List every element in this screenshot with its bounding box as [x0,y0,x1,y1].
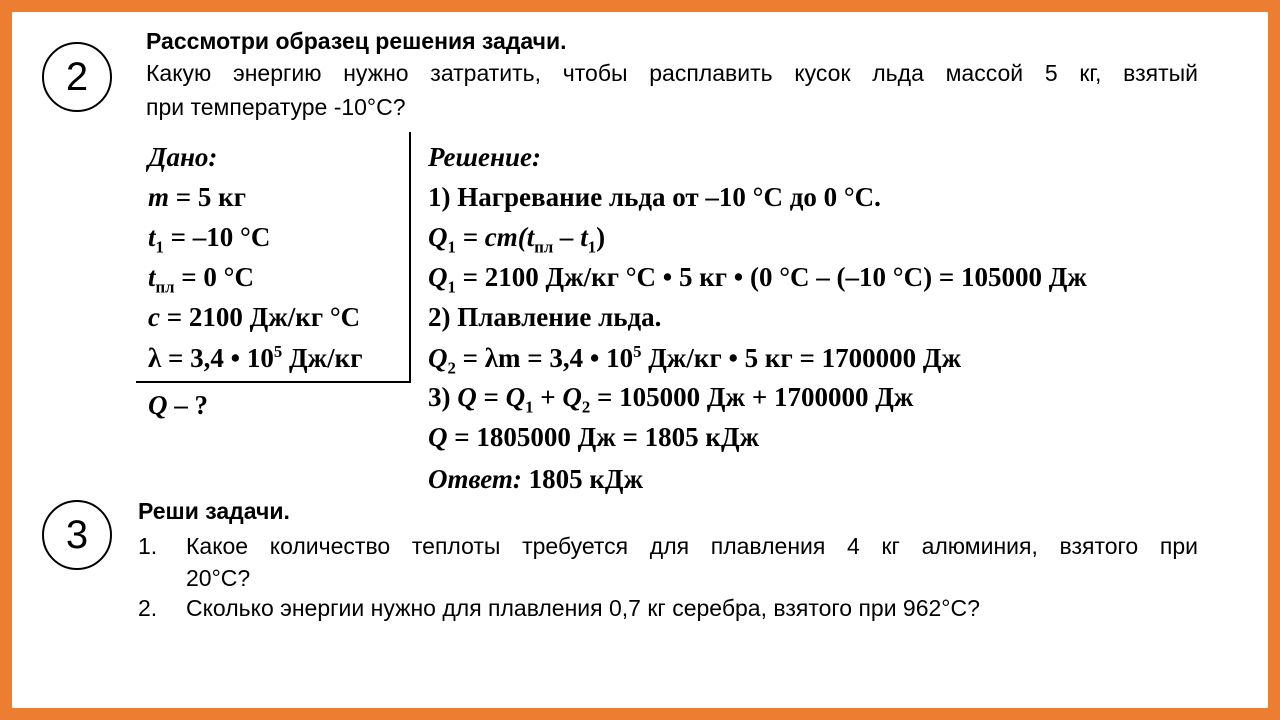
given-lambda: λ = 3,4 • $10^5$ Дж/кг [148,342,363,373]
task-1-text-line-2: 20°С? [186,565,251,591]
given-t1: $t_1 = -10$ °С [148,222,271,257]
section-3-number: 3 [65,512,89,557]
given-vertical-divider [409,132,411,382]
given-find: Q – ? [148,390,208,420]
solution-answer: Ответ: 1805 кДж [428,464,644,494]
section-2-number: 2 [65,54,89,99]
solution-header: Решение: [428,142,541,172]
section-2-question-line-2: при температуре -10°С? [146,94,406,120]
task-1-number: 1. [138,533,158,559]
slide [12,12,1268,708]
solution-step-2: 2) Плавление льда. [428,302,662,332]
task-1-text-line-1: Какое количество теплоты требуется для плавления 4 кг алюминия, взятого при [186,533,1198,559]
given-mass: m = 5 кг [148,182,246,212]
solution-step-3: 3) $Q = Q_1 + Q_2 = 105000$ Дж + 1700000 Дж [428,382,914,417]
given-c: c = 2100 Дж/кг °С [148,302,361,332]
solution-total: Q = 1805000 Дж = 1805 кДж [428,422,760,452]
section-3-title: Реши задачи. [138,498,290,524]
task-2-text: Сколько энергии нужно для плавления 0,7 кг серебра, взятого при 962°С? [186,595,980,621]
task-item-2 [138,592,1198,624]
solution-q1-formula: $Q_1 = cm(t_{пл} - t_1)$ [428,222,606,257]
section-2-title: Рассмотри образец решения задачи. [146,28,567,54]
task-2-number: 2. [138,595,158,621]
solution-q2-calculation: $Q_2 = \lambda m = 3,4$ • $10^5$ Дж/кг • 5 кг = 1700000 Дж [428,342,962,378]
section-2-number-badge [42,42,112,112]
solution-step-1: 1) Нагревание льда от –10 °С до 0 °С. [428,182,881,212]
section-3-number-badge [42,500,112,570]
given-tpl: $t_{пл} = 0$ °С [148,262,254,297]
task-item-1 [138,530,1198,594]
solution-q1-calculation: $Q_1 = 2100$ Дж/кг °С • 5 кг • (0 °С – (–10 °С) = 105000 Дж [428,262,1087,297]
given-header: Дано: [148,142,218,172]
given-horizontal-divider [136,381,411,383]
section-2-question-line-1: Какую энергию нужно затратить, чтобы расплавить кусок льда массой 5 кг, взятый [146,60,1198,86]
